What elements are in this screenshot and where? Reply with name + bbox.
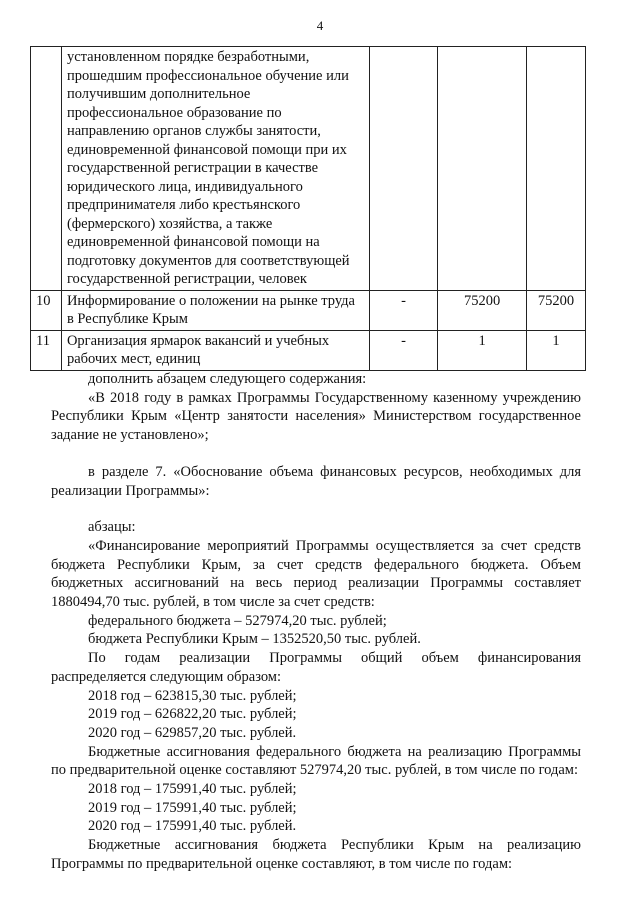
paragraph: Бюджетные ассигнования бюджета Республики Крым на реализацию Программы по предварительной оценке составляют, в том числе по годам: — [51, 837, 581, 872]
row-value-3 — [527, 47, 586, 291]
row-value-2 — [438, 47, 527, 291]
row-value-3: 1 — [527, 330, 586, 370]
indicators-table — [30, 46, 586, 371]
paragraph: 2018 год – 623815,30 тыс. рублей; — [88, 687, 297, 704]
paragraph: дополнить абзацем следующего содержания: — [88, 371, 367, 387]
paragraph: Бюджетные ассигнования федерального бюджета на реализацию Программы по предварительной оценке составляют 527974,20 тыс. рублей, в том числе по годам: — [51, 743, 581, 779]
paragraph: федерального бюджета – 527974,20 тыс. рублей; — [88, 612, 387, 629]
row-value-2: 1 — [438, 330, 527, 370]
row-description: Информирование о положении на рынке труда в Республике Крым — [61, 290, 369, 330]
table-row — [31, 290, 586, 330]
paragraph: 2019 год – 175991,40 тыс. рублей; — [88, 799, 297, 816]
paragraph: 2020 год – 175991,40 тыс. рублей. — [88, 818, 297, 835]
row-value-2: 75200 — [438, 290, 527, 330]
row-number: 11 — [31, 330, 62, 370]
row-number: 10 — [31, 290, 62, 330]
document-body — [51, 370, 581, 874]
table-row — [31, 330, 586, 370]
paragraph: 2020 год – 629857,20 тыс. рублей. — [88, 724, 297, 741]
paragraph: По годам реализации Программы общий объем финансирования распределяется следующим образом: — [51, 650, 581, 685]
row-value-1: - — [369, 330, 438, 370]
row-number — [31, 47, 62, 291]
row-value-1 — [369, 47, 438, 291]
section-paragraph: в разделе 7. «Обоснование объема финансовых ресурсов, необходимых для реализации Программы»: — [51, 463, 581, 499]
table-row — [31, 47, 586, 291]
paragraph: «Финансирование мероприятий Программы осуществляется за счет средств бюджета Республики Крым, за счет средств федерального бюджета. Объем бюджетных ассигнований на весь период реализации Программы составляет 1880494,70 тыс. рублей, в том числе за счет средств: — [51, 537, 581, 611]
paragraph: «В 2018 году в рамках Программы Государственному казенному учреждению Республики Крым «Центр занятости населения» Министерством государственное задание не установлено»; — [51, 389, 581, 444]
paragraph: 2019 год – 626822,20 тыс. рублей; — [88, 706, 297, 723]
paragraph: бюджета Республики Крым – 1352520,50 тыс. рублей. — [88, 631, 421, 648]
paragraph: 2018 год – 175991,40 тыс. рублей; — [88, 781, 297, 798]
paragraph: абзацы: — [88, 519, 136, 536]
page-number: 4 — [316, 18, 324, 33]
row-description: установленном порядке безработными, прошедшим профессиональное обучение или получившим дополнительное профессиональное образование по направлению органов службы занятости, единовременной финансовой помощи при их государственной регистрации в качестве юридического лица, индивидуального предпринимателя либо крестьянского (фермерского) хозяйства, а также единовременной финансовой помощи на подготовку документов для соответствующей государственной регистрации, человек — [61, 47, 369, 291]
row-value-3: 75200 — [527, 290, 586, 330]
row-description: Организация ярмарок вакансий и учебных рабочих мест, единиц — [61, 330, 369, 370]
row-value-1: - — [369, 290, 438, 330]
